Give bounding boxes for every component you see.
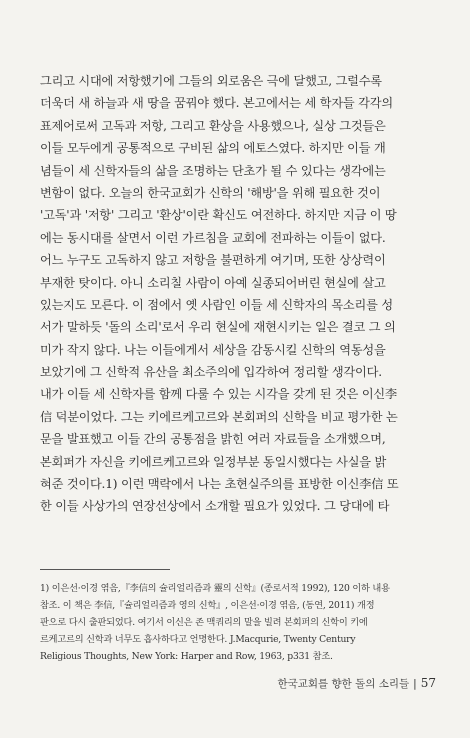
footnote-line: 1) 이은선·이경 엮음,『李信의 슐리얼리즘과 靈의 신학』(종로서적 1992), 120 이하 내용: [40, 583, 390, 594]
body-line: 그리고 시대에 저항했기에 그들의 외로움은 극에 달했고, 그럴수록: [40, 74, 382, 88]
body-text: [40, 70, 435, 518]
footnote: [40, 580, 440, 665]
body-line: 혀준 것이다.1) 이런 맥락에서 나는 초현실주의를 표방한 이신李信 또: [40, 477, 399, 492]
footer-separator: |: [413, 678, 417, 690]
body-line: 어느 누구도 고독하지 않고 저항을 불편하게 여기며, 또한 상상력이: [40, 253, 386, 268]
body-line: 표제어로써 고독과 저항, 그리고 환상을 사용했으나, 실상 그것들은: [40, 118, 386, 133]
body-line: 보았기에 그 신학적 유산을 최소주의에 입각하여 정리할 생각이다.: [40, 365, 382, 380]
body-line: 에는 동시대를 살면서 이런 가르침을 교회에 전파하는 이들이 없다.: [40, 230, 386, 245]
body-line: 부재한 탓이다. 아니 소리칠 사람이 아예 실종되어버린 현실에 살고: [40, 275, 386, 290]
footnote-line: Religious Thoughts, New York: Harper and Row, 1963, p331 참조.: [40, 651, 333, 662]
page-number: 57: [420, 676, 436, 690]
body-line: 한 이들 사상가의 연장선상에서 소개할 필요가 있었다. 그 당대에 타: [40, 499, 390, 514]
footnote-divider: [40, 569, 170, 570]
body-line: 변함이 없다. 오늘의 한국교회가 신학의 '해방'을 위해 필요한 것이: [40, 185, 381, 200]
running-title: 한국교회를 향한 돌의 소리들: [277, 678, 410, 690]
body-line: 이들 모두에게 공통적으로 구비된 삶의 에토스였다. 하지만 이들 개: [40, 141, 386, 156]
footnote-line: 판으로 다시 출판되었다. 여기서 이신은 존 맥쿼리의 말을 빌려 본회퍼의 신학이 키에: [40, 617, 368, 628]
page-footer: [277, 676, 436, 691]
body-line: 본회퍼가 자신을 키에르케고르와 일정부분 동일시했다는 사실을 밝: [40, 454, 387, 469]
body-line: 서가 말하듯 '돌의 소리'로서 우리 현실에 재현시키는 일은 결코 그 의: [40, 320, 396, 335]
body-line: 내가 이들 세 신학자를 함께 다룰 수 있는 시각을 갖게 된 것은 이신李: [40, 387, 397, 402]
body-line: 념들이 세 신학자들의 삶을 조명하는 단초가 될 수 있다는 생각에는: [40, 163, 386, 178]
footnote-line: 참조. 이 책은 李信,『슐리얼리즘과 영의 신학』, 이은선·이경 엮음, (동연, 2011) 개정: [40, 600, 375, 611]
body-line: 있는지도 모른다. 이 점에서 옛 사람인 이들 세 신학자의 목소리를 성: [40, 297, 393, 312]
body-line: 문을 발표했고 이들 간의 공통점을 밝힌 여러 자료들을 소개했으며,: [40, 432, 386, 447]
body-line: 信 덕분이었다. 그는 키에르케고르와 본회퍼의 신학을 비교 평가한 논: [40, 409, 398, 424]
body-line: '고독'과 '저항' 그리고 '환상'이란 확신도 여전하다. 하지만 지금 이 땅: [40, 208, 397, 223]
body-line: 미가 작지 않다. 나는 이들에게서 세상을 감동시킬 신학의 역동성을: [40, 342, 386, 357]
footnote-line: 르케고르의 신학과 너무도 흡사하다고 언명한다. J.Macqurie, Twenty Century: [40, 634, 356, 645]
body-line: 더욱더 새 하늘과 새 땅을 꿈꿔야 했다. 본고에서는 세 학자들 각각의: [40, 96, 393, 111]
